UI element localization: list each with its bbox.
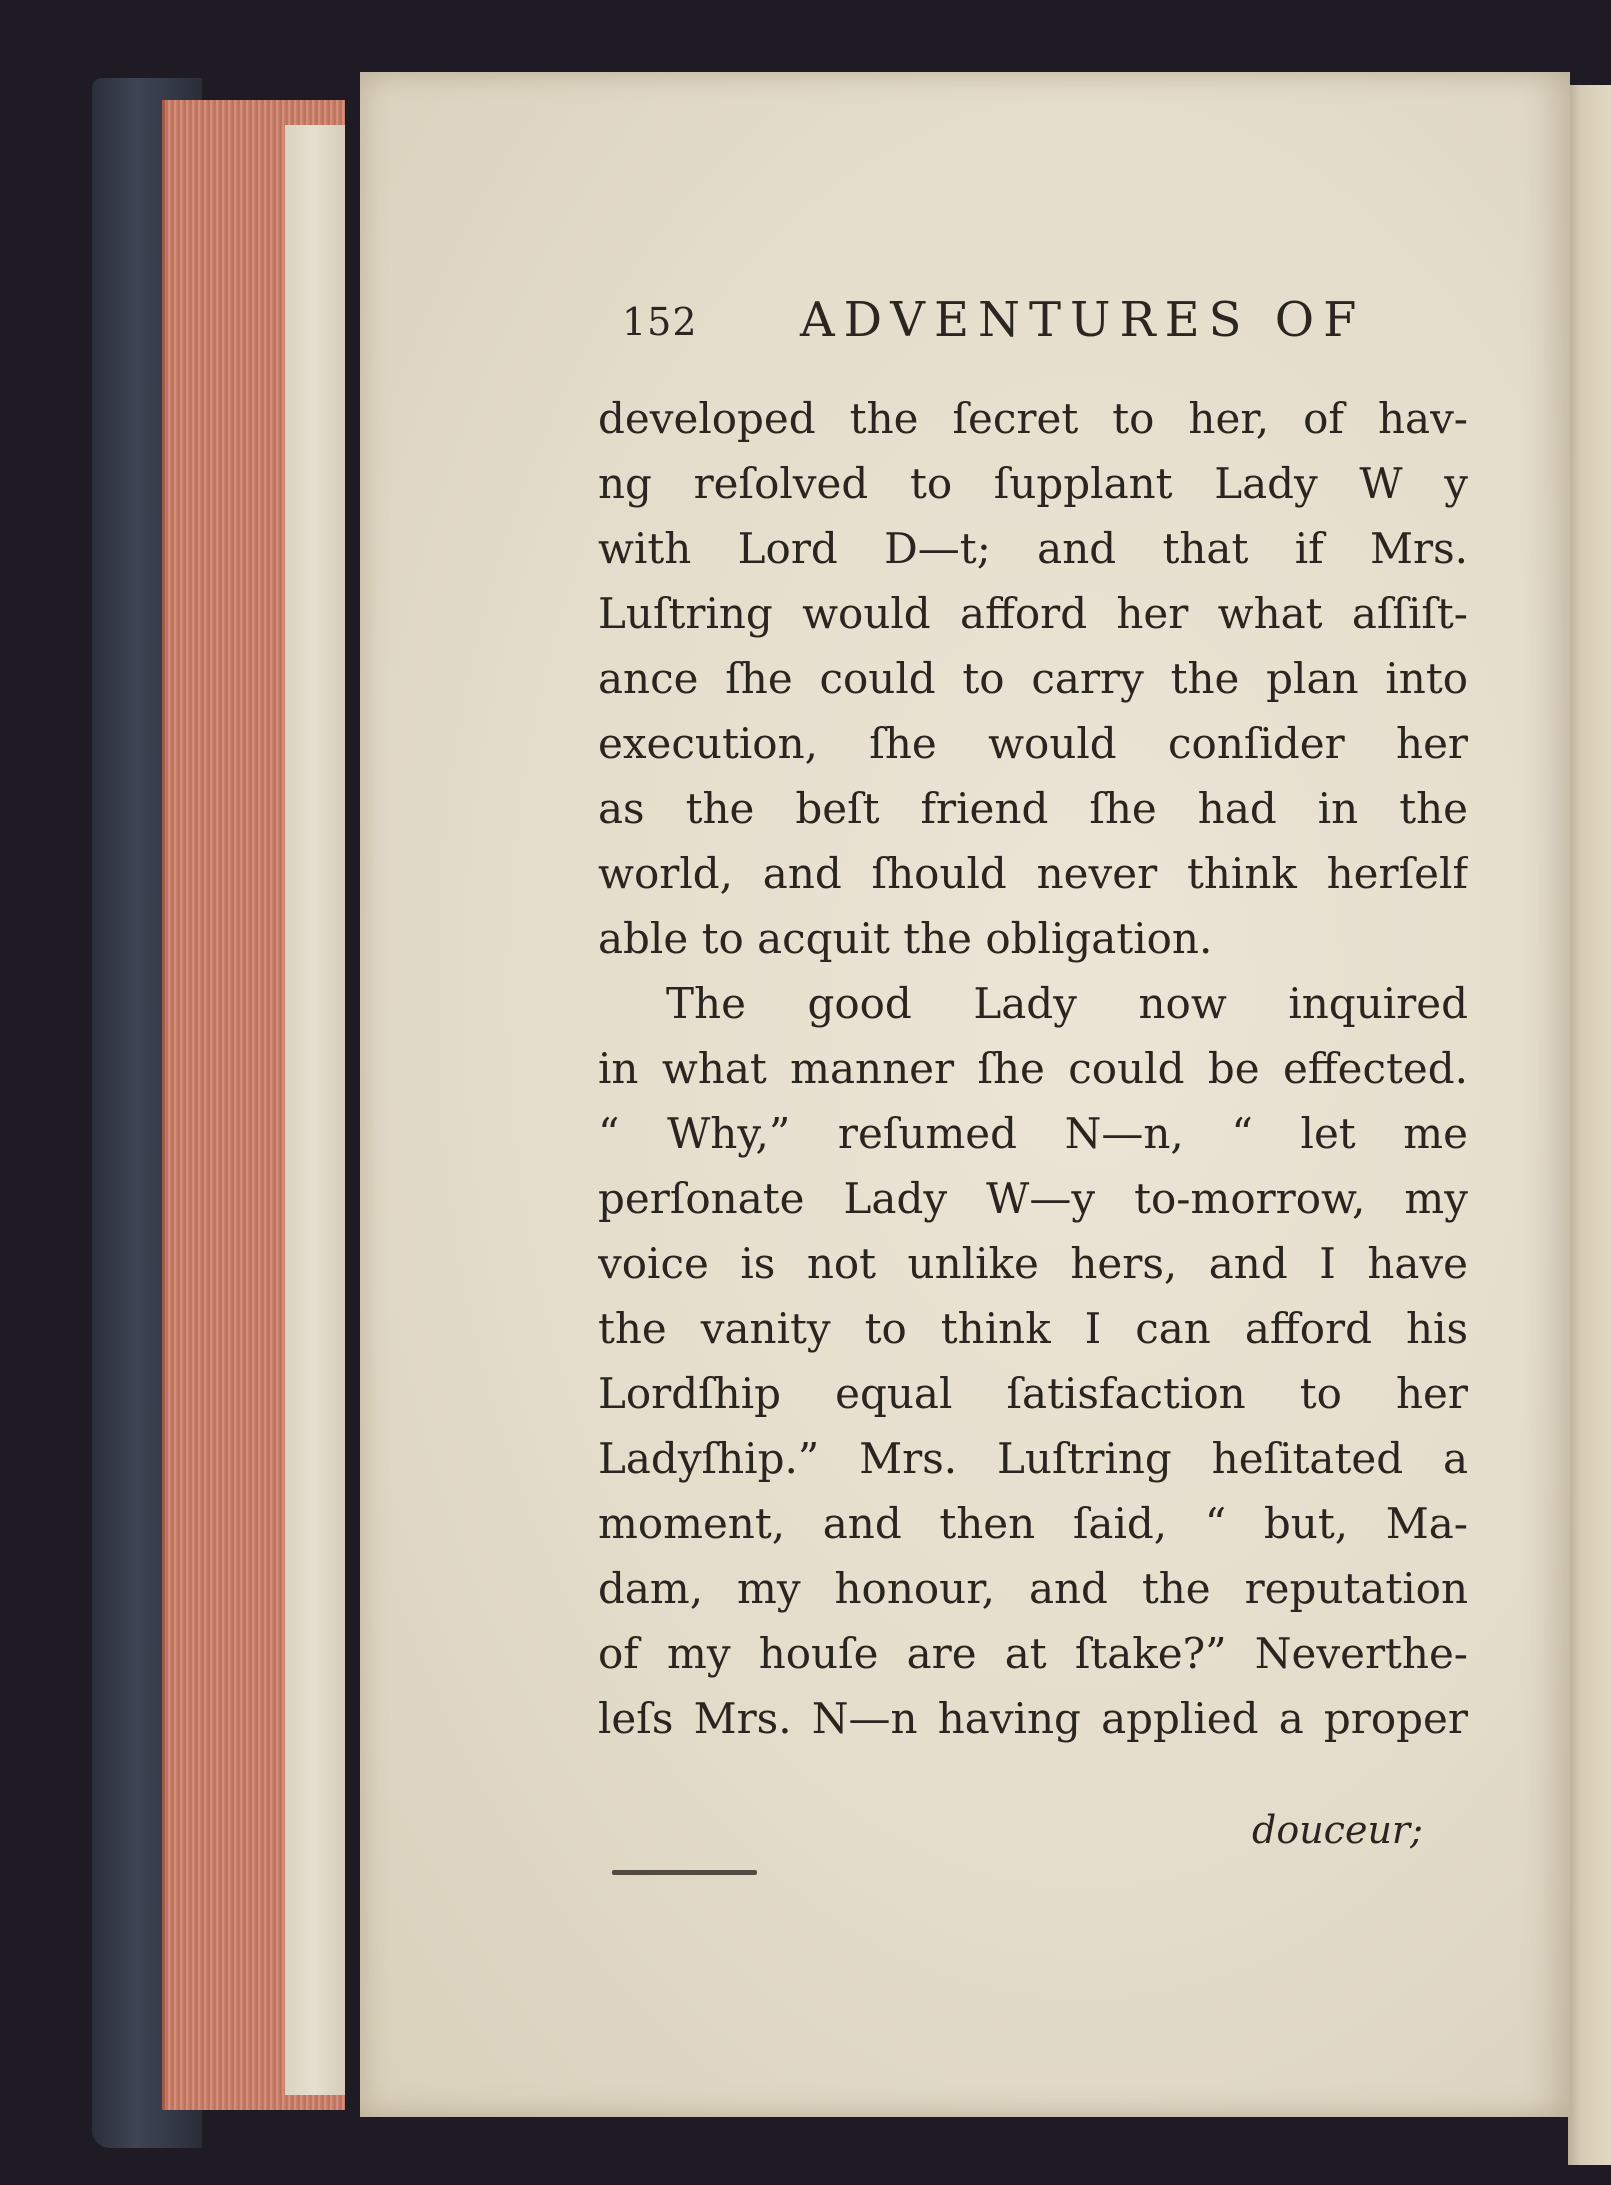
catchword: douceur; <box>1252 1808 1423 1852</box>
text-line: perſonate Lady W—y to-morrow, my <box>598 1174 1468 1223</box>
running-title: ADVENTURES OF <box>800 292 1366 348</box>
text-line: able to acquit the obligation. <box>598 914 1213 963</box>
text-line: voice is not unlike hers, and I have <box>598 1239 1468 1288</box>
text-line: “ Why,” reſumed N—n, “ let me <box>598 1109 1468 1158</box>
text-line: the vanity to think I can afford his <box>598 1304 1468 1353</box>
ink-underline-mark <box>612 1870 757 1875</box>
body-text <box>598 386 1468 1751</box>
page-header <box>600 280 1380 350</box>
text-line: world, and ſhould never think herſelf <box>598 849 1468 898</box>
text-line: leſs Mrs. N—n having applied a proper <box>598 1694 1468 1743</box>
text-line: developed the ſecret to her, of hav- <box>598 394 1468 443</box>
text-line: with Lord D—t; and that if Mrs. <box>598 524 1468 573</box>
text-line: execution, ſhe would conſider her <box>598 719 1468 768</box>
text-line: of my houſe are at ſtake?” Neverthe- <box>598 1629 1468 1678</box>
text-line: Ladyſhip.” Mrs. Luſtring heſitated a <box>598 1434 1468 1483</box>
page-edges-inner <box>285 125 345 2095</box>
text-line: in what manner ſhe could be effected. <box>598 1044 1468 1093</box>
text-line: Luſtring would afford her what aſſiſt- <box>598 589 1468 638</box>
text-line: ance ſhe could to carry the plan into <box>598 654 1468 703</box>
text-line: Lordſhip equal ſatisfaction to her <box>598 1369 1468 1418</box>
text-line: ng reſolved to ſupplant Lady W y <box>598 459 1468 508</box>
text-line: dam, my honour, and the reputation <box>598 1564 1468 1613</box>
text-line: as the beſt friend ſhe had in the <box>598 784 1468 833</box>
text-line: The good Lady now inquired <box>666 979 1468 1028</box>
page-number: 152 <box>622 300 698 344</box>
facing-page-edge <box>1568 85 1611 2165</box>
text-line: moment, and then ſaid, “ but, Ma- <box>598 1499 1468 1548</box>
